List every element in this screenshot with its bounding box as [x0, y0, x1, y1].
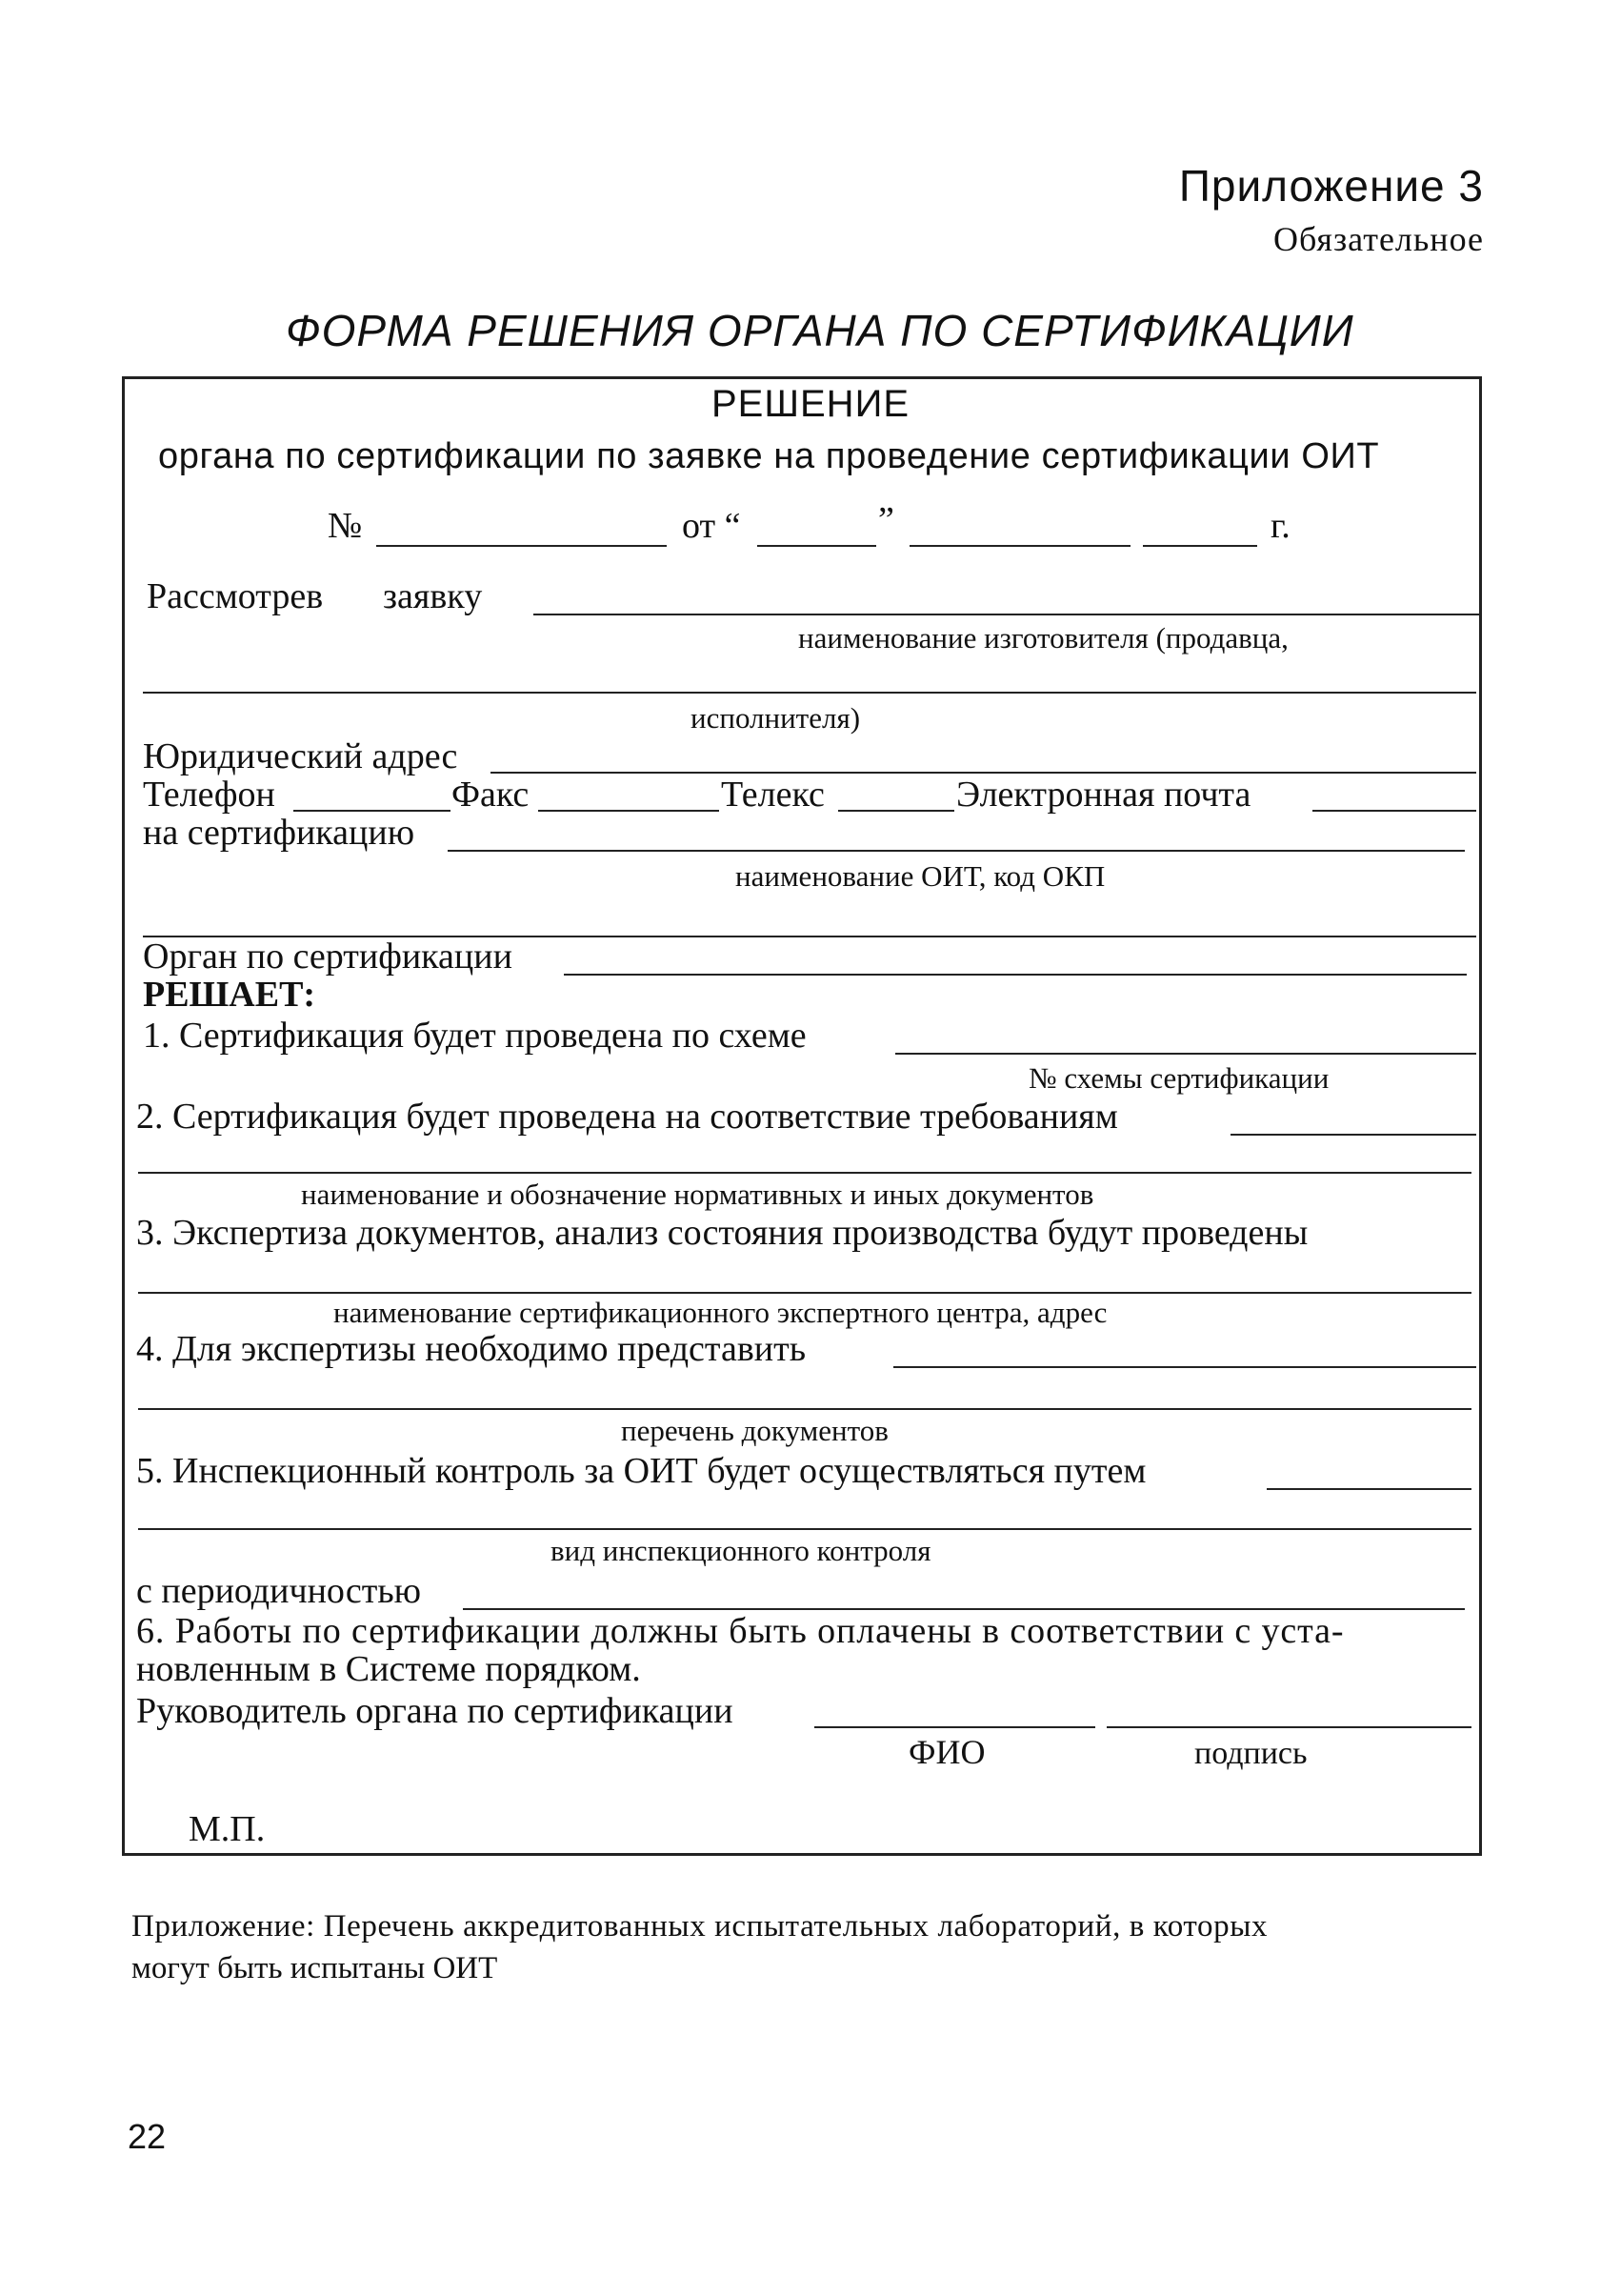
inspection-field[interactable] — [1267, 1488, 1471, 1490]
caption-expert-center: наименование сертификационного экспертного центра, адрес — [333, 1296, 1108, 1329]
footer-note-line-2: могут быть испытаны ОИТ — [131, 1951, 498, 1985]
head-label: Руководитель органа по сертификации — [136, 1691, 733, 1731]
oit-name-field[interactable] — [448, 850, 1465, 852]
caption-inspection: вид инспекционного контроля — [550, 1534, 931, 1567]
item-4: 4. Для экспертизы необходимо представить — [136, 1329, 807, 1369]
scheme-field[interactable] — [895, 1053, 1476, 1055]
item-2: 2. Сертификация будет проведена на соответствие требованиям — [136, 1097, 1118, 1137]
fax-label: Факс — [451, 775, 530, 815]
appendix-status: Обязательное — [1272, 220, 1484, 258]
item-6-line-2: новленным в Системе порядком. — [136, 1649, 641, 1689]
application-label: заявку — [383, 576, 483, 616]
year-suffix: г. — [1271, 506, 1291, 546]
manufacturer-field[interactable] — [533, 614, 1480, 615]
requirements-field[interactable] — [1231, 1134, 1476, 1136]
caption-oit: наименование ОИТ, код ОКП — [735, 859, 1106, 893]
requirements-field-2[interactable] — [138, 1172, 1471, 1174]
email-label: Электронная почта — [956, 775, 1251, 815]
for-certification-label: на сертификацию — [143, 813, 415, 853]
caption-scheme: № схемы сертификации — [1029, 1061, 1330, 1095]
item-3: 3. Экспертиза документов, анализ состояния производства будут проведены — [136, 1213, 1309, 1253]
form-subheading: органа по сертификации по заявке на проведение сертификации ОИТ — [158, 436, 1380, 476]
caption-executor: исполнителя) — [690, 701, 861, 735]
cert-body-field[interactable] — [564, 974, 1467, 976]
telex-label: Телекс — [721, 775, 825, 815]
item-1: 1. Сертификация будет проведена по схеме — [143, 1016, 807, 1056]
date-year-field[interactable] — [1143, 545, 1257, 547]
inspection-field-2[interactable] — [138, 1528, 1471, 1530]
number-field[interactable] — [376, 545, 667, 547]
caption-documents: перечень документов — [621, 1414, 889, 1447]
expert-center-field[interactable] — [138, 1292, 1471, 1294]
decides-label: РЕШАЕТ: — [143, 975, 316, 1015]
date-day-field[interactable] — [757, 545, 876, 547]
item-6-line-1: 6. Работы по сертификации должны быть оплачены в соответствии с уста- — [136, 1611, 1345, 1651]
fax-field[interactable] — [538, 810, 719, 812]
documents-field[interactable] — [893, 1366, 1476, 1368]
caption-manufacturer: наименование изготовителя (продавца, — [798, 621, 1289, 655]
appendix-title: Приложение 3 — [1178, 161, 1484, 211]
page-number: 22 — [128, 2117, 167, 2156]
caption-signature: подпись — [1194, 1736, 1308, 1771]
periodicity-label: с периодичностью — [136, 1571, 422, 1611]
manufacturer-field-2[interactable] — [143, 692, 1476, 694]
date-month-field[interactable] — [910, 545, 1131, 547]
caption-fio: ФИО — [909, 1733, 986, 1771]
phone-label: Телефон — [143, 775, 275, 815]
telex-field[interactable] — [838, 810, 954, 812]
stamp-label: М.П. — [189, 1809, 266, 1849]
legal-address-label: Юридический адрес — [143, 736, 458, 776]
head-fio-field[interactable] — [814, 1726, 1095, 1728]
item-5: 5. Инспекционный контроль за ОИТ будет осуществляться путем — [136, 1451, 1147, 1491]
form-heading: РЕШЕНИЕ — [710, 383, 910, 425]
email-field[interactable] — [1312, 810, 1476, 812]
footer-note-line-1: Приложение: Перечень аккредитованных испытательных лабораторий, в которых — [131, 1909, 1269, 1944]
date-from-label: от “ — [682, 506, 741, 546]
caption-normative: наименование и обозначение нормативных и иных документов — [301, 1178, 1094, 1211]
considered-label: Рассмотрев — [147, 576, 324, 616]
cert-body-label: Орган по сертификации — [143, 937, 512, 977]
number-label: № — [328, 506, 363, 546]
date-quote-close: ” — [878, 500, 894, 540]
documents-field-2[interactable] — [138, 1408, 1471, 1410]
head-signature-field[interactable] — [1107, 1726, 1471, 1728]
form-title: ФОРМА РЕШЕНИЯ ОРГАНА ПО СЕРТИФИКАЦИИ — [286, 306, 1354, 355]
